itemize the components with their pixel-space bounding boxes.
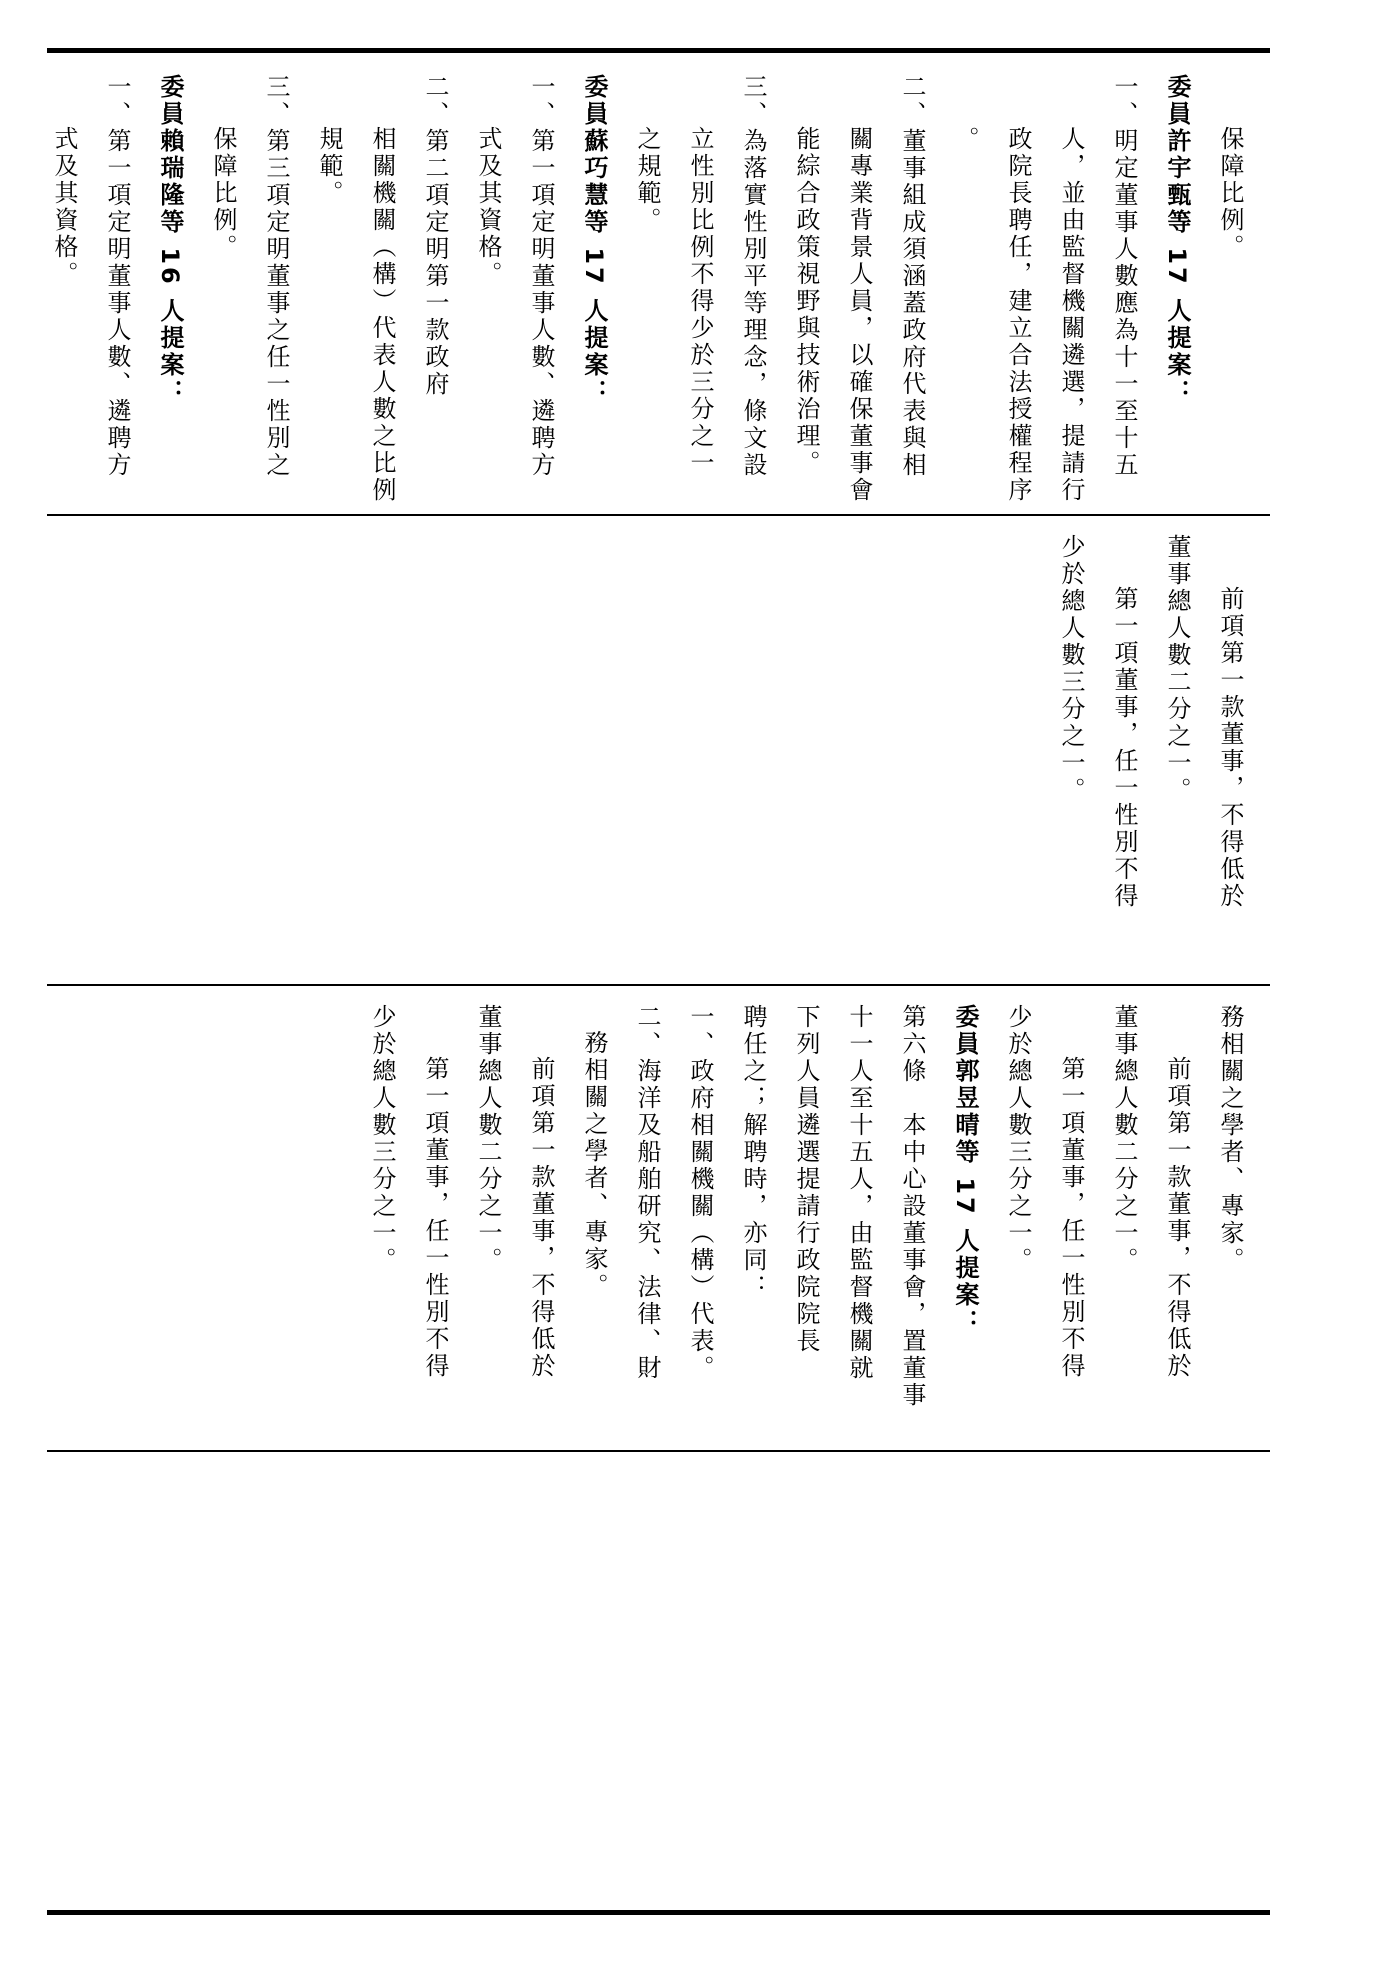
text-line: 董事總人數二分之一。 [1110, 1004, 1138, 1274]
text-line: 務相關之學者、專家。 [580, 1030, 608, 1300]
text-line: 聘任之；解聘時，亦同： [739, 1004, 767, 1301]
text-line: 保障比例。 [1216, 126, 1244, 261]
text-line: 第一項董事，任一性別不得 [421, 1056, 449, 1380]
text-line: 一、明定董事人數應為十一至十五 [1110, 74, 1138, 479]
text-line: 一、政府相關機關（構）代表。 [686, 1004, 714, 1382]
row-divider-3 [47, 1450, 1270, 1452]
text-line: 董事總人數二分之一。 [1163, 534, 1191, 804]
bottom-rule [47, 1910, 1270, 1915]
text-line: 少於總人數三分之一。 [368, 1004, 396, 1274]
text-line: 人，並由監督機關遴選，提請行 [1057, 126, 1085, 504]
text-line: 政院長聘任，建立合法授權程序 [1004, 126, 1032, 504]
text-line: 一、第一項定明董事人數、遴聘方 [103, 74, 131, 479]
proposer-heading: 委員許宇甄等 17 人提案： [1163, 74, 1191, 407]
text-line: 二、第二項定明第一款政府 [421, 74, 449, 398]
text-line: 少於總人數三分之一。 [1057, 534, 1085, 804]
text-line: 下列人員遴選提請行政院院長 [792, 1004, 820, 1355]
text-line: 關專業背景人員，以確保董事會 [845, 126, 873, 504]
proposed-text-column [47, 990, 1270, 1445]
text-line: 三、第三項定明董事之任一性別之 [262, 74, 290, 479]
current-text-column [47, 520, 1270, 980]
text-line: 前項第一款董事，不得低於 [527, 1056, 555, 1380]
text-line: 二、海洋及船舶研究、法律、財 [633, 1004, 661, 1382]
text-line: 十一人至十五人，由監督機關就 [845, 1004, 873, 1382]
text-line: 。 [951, 126, 979, 153]
explanation-column [47, 60, 1270, 510]
text-line: 董事總人數二分之一。 [474, 1004, 502, 1274]
text-line: 第六條 本中心設董事會，置董事 [898, 1004, 926, 1409]
row-divider-1 [47, 514, 1270, 516]
top-rule [47, 48, 1270, 53]
text-line: 之規範。 [633, 126, 661, 234]
text-line: 三、為落實性別平等理念，條文設 [739, 74, 767, 479]
text-line: 相關機關（構）代表人數之比例 [368, 126, 396, 504]
text-line: 前項第一款董事，不得低於 [1216, 586, 1244, 910]
proposer-heading: 委員郭昱晴等 17 人提案： [951, 1004, 979, 1337]
text-line: 式及其資格。 [474, 126, 502, 288]
text-line: 務相關之學者、專家。 [1216, 1004, 1244, 1274]
text-line: 第一項董事，任一性別不得 [1057, 1056, 1085, 1380]
text-line: 能綜合政策視野與技術治理。 [792, 126, 820, 477]
proposer-heading: 委員蘇巧慧等 17 人提案： [580, 74, 608, 407]
text-line: 規範。 [315, 126, 343, 207]
text-line: 一、第一項定明董事人數、遴聘方 [527, 74, 555, 479]
text-line: 二、董事組成須涵蓋政府代表與相 [898, 74, 926, 479]
text-line: 式及其資格。 [50, 126, 78, 288]
text-line: 少於總人數三分之一。 [1004, 1004, 1032, 1274]
row-divider-2 [47, 984, 1270, 986]
proposer-heading: 委員賴瑞隆等 16 人提案： [156, 74, 184, 407]
text-line: 立性別比例不得少於三分之一 [686, 126, 714, 477]
text-line: 前項第一款董事，不得低於 [1163, 1056, 1191, 1380]
text-line: 第一項董事，任一性別不得 [1110, 586, 1138, 910]
text-line: 保障比例。 [209, 126, 237, 261]
